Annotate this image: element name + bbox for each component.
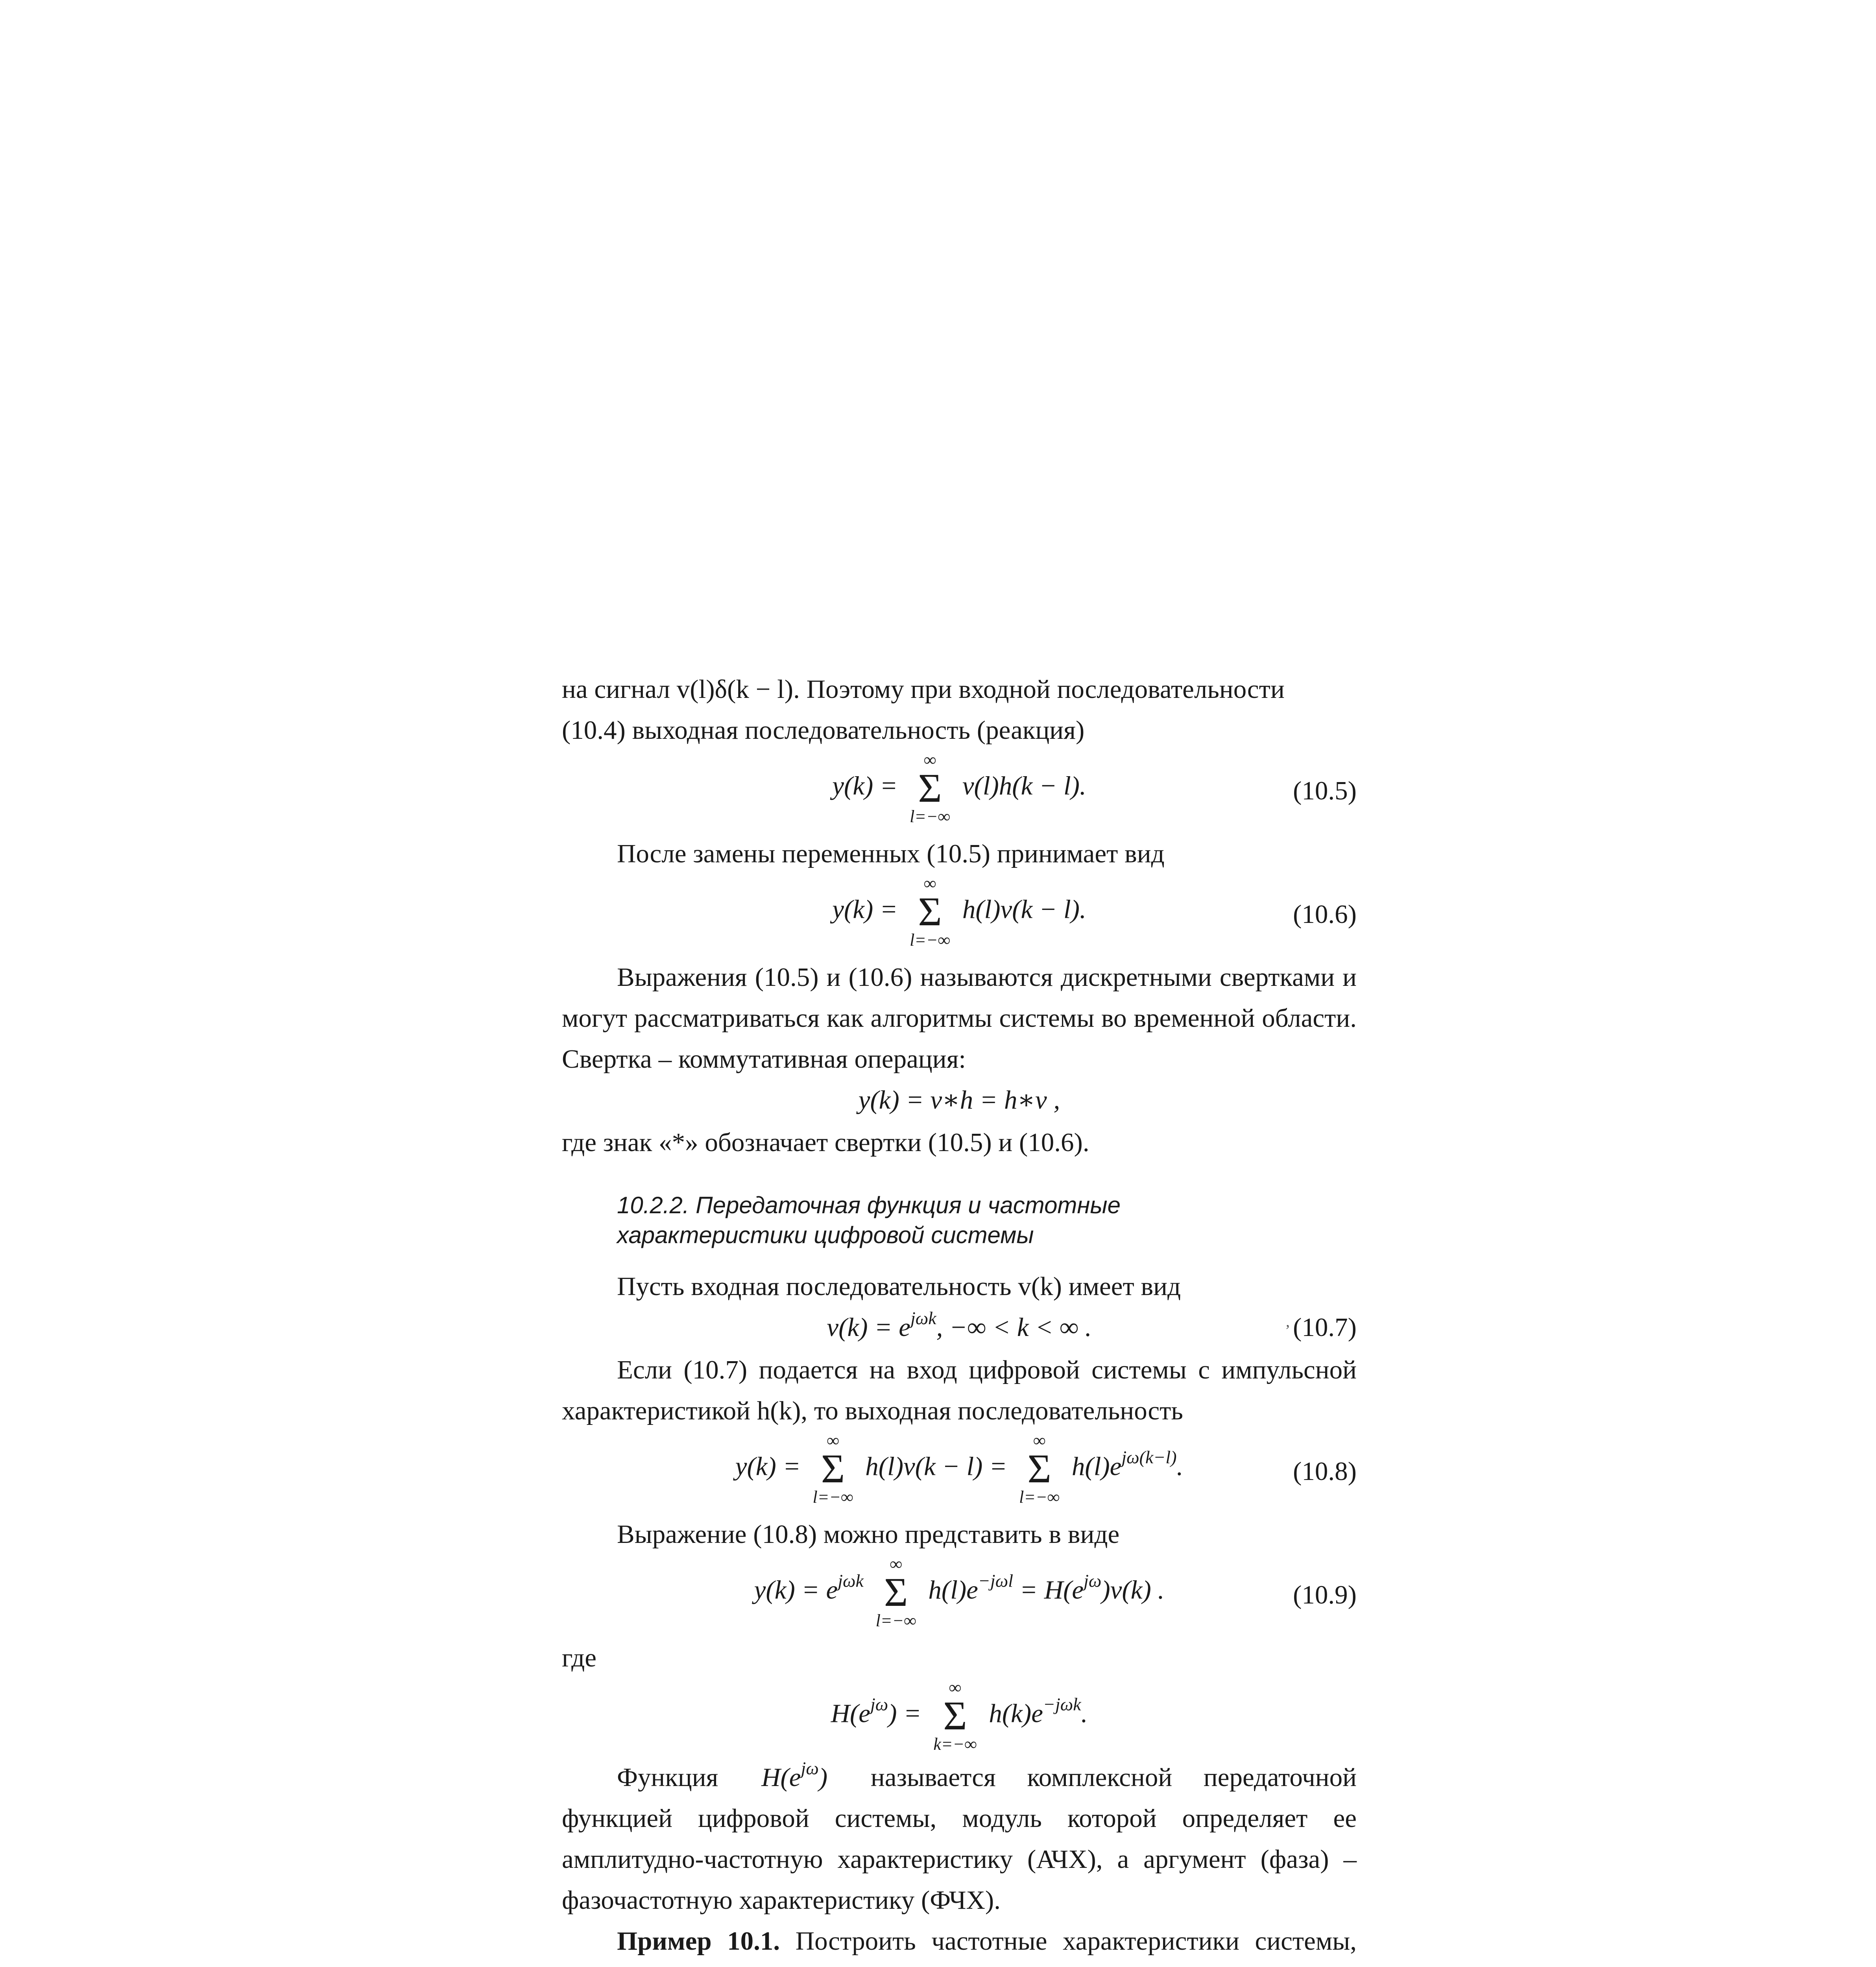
eq-superscript: −jωl <box>978 1570 1013 1591</box>
eq-lhs: y(k) = <box>735 1452 801 1481</box>
heading-line: 10.2.2. Передаточная функция и частотные <box>617 1192 1121 1218</box>
eq-lhs: v(k) = e <box>827 1313 910 1342</box>
eq-middle: ) = <box>888 1699 921 1728</box>
equation-body <box>562 874 1357 950</box>
eq-end: . <box>1176 1452 1184 1481</box>
eq-superscript: jωk <box>838 1570 864 1591</box>
sum-upper-limit: ∞ <box>949 1678 962 1697</box>
sum-upper-limit: ∞ <box>923 750 936 769</box>
sum-lower-limit: l=−∞ <box>910 807 951 826</box>
equation-body: y(k) = v∗h = h∗v , <box>858 1085 1060 1115</box>
text-line: на сигнал v(l)δ(k − l). Поэтому при входной последовательности <box>562 675 1285 704</box>
sum-operator <box>876 1555 916 1630</box>
eq-rhs: h(l)v(k − l). <box>962 895 1086 924</box>
paragraph: где <box>562 1643 596 1672</box>
sigma-symbol: Σ <box>1027 1446 1051 1491</box>
equation-body <box>562 751 1357 826</box>
math-fn-close: ) <box>818 1763 828 1792</box>
equation-number: (10.5) <box>1293 776 1357 805</box>
sum-operator <box>813 1431 853 1507</box>
eq-end: . <box>1081 1699 1088 1728</box>
equation-body <box>562 1678 1357 1754</box>
page-content <box>562 669 1357 1967</box>
eq-superscript: jω <box>870 1694 888 1714</box>
eq-middle: h(l)v(k − l) = <box>865 1452 1007 1481</box>
sum-upper-limit: ∞ <box>1033 1431 1046 1450</box>
sum-upper-limit: ∞ <box>923 874 936 893</box>
equation-number: (10.7) <box>1293 1313 1357 1342</box>
sum-lower-limit: l=−∞ <box>1019 1487 1060 1507</box>
eq-rhs: , −∞ < k < ∞ . <box>936 1313 1092 1342</box>
paragraph <box>562 1757 1357 1921</box>
paragraph: Пусть входная последовательность v(k) имеет вид <box>617 1272 1181 1301</box>
scan-mark: , <box>1286 1312 1290 1330</box>
equation-convolution <box>562 1079 1357 1122</box>
equation-10-6 <box>562 874 1357 957</box>
eq-rhs: = H(e <box>1013 1575 1084 1605</box>
paragraph: После замены переменных (10.5) принимает вид <box>617 839 1165 868</box>
sum-lower-limit: k=−∞ <box>933 1735 977 1754</box>
sigma-symbol: Σ <box>821 1446 845 1491</box>
eq-lhs: H(e <box>831 1699 871 1728</box>
paragraph: Выражения (10.5) и (10.6) называются дискретными свертками и могут рассматриваться как алгоритмы системы во временной области. Свертка – коммутативная операция: <box>562 963 1357 1074</box>
paragraph: Выражение (10.8) можно представить в виде <box>617 1520 1120 1549</box>
sigma-symbol: Σ <box>918 889 942 934</box>
eq-lhs: y(k) = <box>832 771 898 801</box>
sum-lower-limit: l=−∞ <box>812 1487 853 1507</box>
equation-10-5 <box>562 751 1357 833</box>
example-label: Пример 10.1. <box>617 1926 780 1956</box>
equation-body <box>562 1555 1357 1630</box>
eq-superscript: jωk <box>910 1308 936 1328</box>
eq-rhs: h(l)e <box>1071 1452 1122 1481</box>
example-paragraph <box>562 1921 1357 1967</box>
equation-10-8 <box>562 1431 1357 1514</box>
paragraph: где знак «*» обозначает свертки (10.5) и (10.6). <box>562 1128 1089 1157</box>
text-span: Функция <box>617 1763 718 1792</box>
equation-number: (10.8) <box>1293 1457 1357 1486</box>
equation-10-9 <box>562 1555 1357 1637</box>
eq-superscript: −jωk <box>1043 1694 1081 1714</box>
eq-rhs: h(k)e <box>989 1699 1043 1728</box>
equation-10-7 <box>562 1307 1357 1349</box>
sum-operator <box>910 874 950 950</box>
math-inline <box>761 1758 828 1792</box>
text-span: называется комплексной передаточной функцией цифровой системы, модуль которой определяет ее амплитудно-частотную характеристику (АЧХ), а аргумент (фаза) – фазочастотную характеристику (ФЧХ). <box>562 1763 1357 1915</box>
sum-upper-limit: ∞ <box>890 1554 902 1574</box>
equation-number: (10.6) <box>1293 900 1357 929</box>
sum-operator <box>933 1678 977 1754</box>
math-superscript: jω <box>801 1758 819 1778</box>
eq-superscript: jω(k−l) <box>1121 1447 1177 1467</box>
paragraph: Если (10.7) подается на вход цифровой системы с импульсной характеристикой h(k), то выходная последовательность <box>562 1355 1357 1425</box>
sigma-symbol: Σ <box>943 1693 967 1738</box>
eq-end: )v(k) . <box>1101 1575 1165 1605</box>
sum-lower-limit: l=−∞ <box>910 930 951 950</box>
sum-upper-limit: ∞ <box>827 1431 839 1450</box>
sum-operator <box>910 751 950 826</box>
equation-body <box>562 1307 1357 1348</box>
eq-superscript: jω <box>1084 1570 1102 1591</box>
text-line: (10.4) выходная последовательность (реакция) <box>562 716 1085 745</box>
heading-line: характеристики цифровой системы <box>617 1222 1034 1248</box>
example-text: Построить частотные характеристики системы, <box>795 1926 1357 1956</box>
eq-lhs: y(k) = e <box>754 1575 838 1605</box>
equation-body <box>562 1431 1357 1507</box>
sum-operator <box>1019 1431 1060 1507</box>
eq-rhs: v(l)h(k − l). <box>962 771 1086 801</box>
math-fn: H(e <box>761 1763 801 1792</box>
eq-lhs: y(k) = <box>832 895 898 924</box>
sum-lower-limit: l=−∞ <box>875 1611 916 1630</box>
equation-transfer-function <box>562 1678 1357 1753</box>
equation-number: (10.9) <box>1293 1580 1357 1609</box>
sigma-symbol: Σ <box>884 1570 908 1615</box>
sigma-symbol: Σ <box>918 766 942 811</box>
eq-middle: h(l)e <box>928 1575 978 1605</box>
section-heading <box>617 1190 1357 1250</box>
